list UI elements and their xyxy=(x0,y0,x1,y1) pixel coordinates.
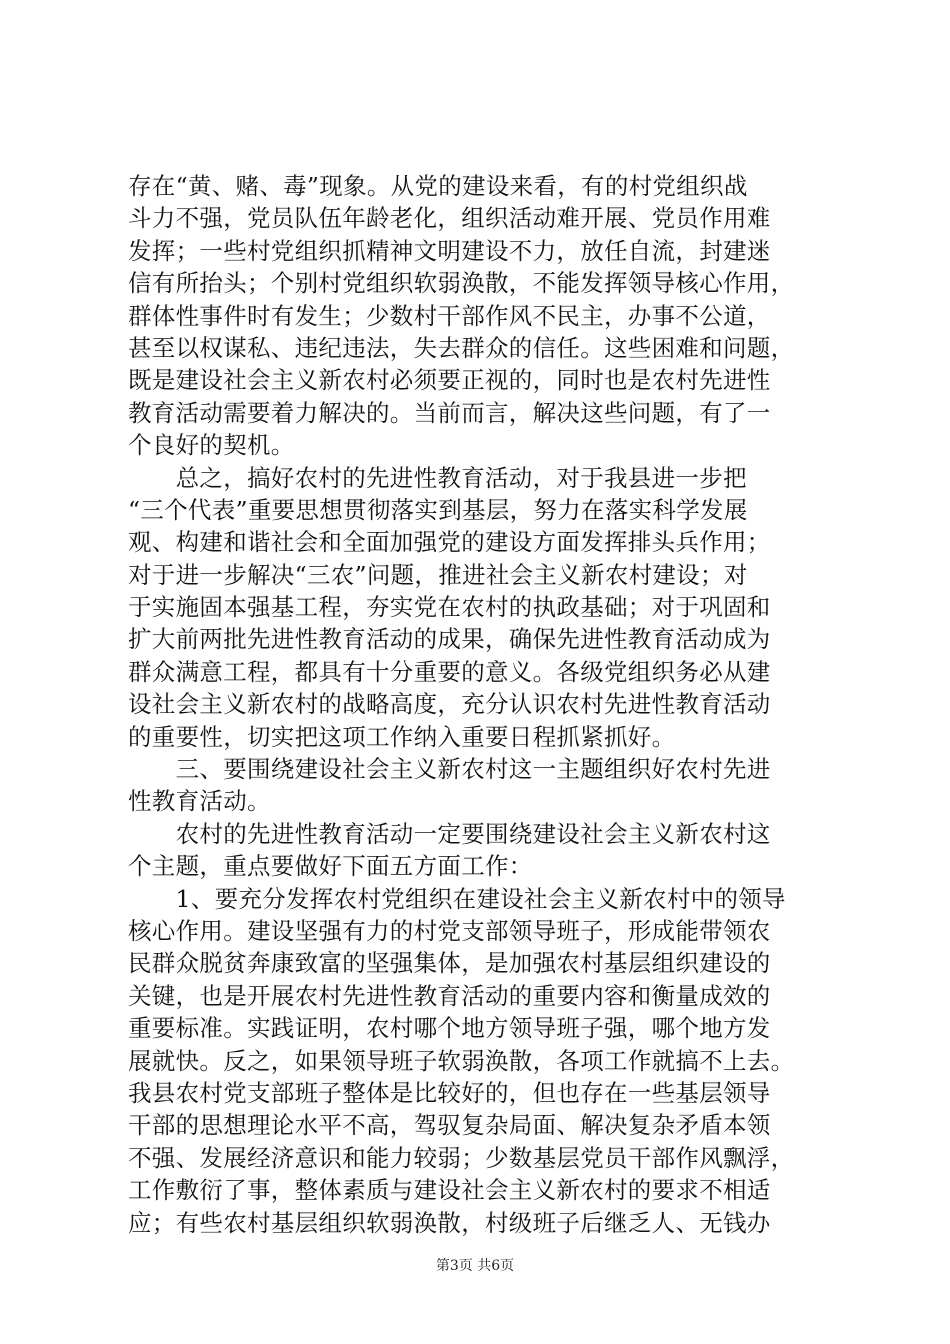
text-line: 于实施固本强基工程，夯实党在农村的执政基础；对于巩固和 xyxy=(128,593,771,622)
text-line: 关键，也是开展农村先进性教育活动的重要内容和衡量成效的 xyxy=(128,981,771,1010)
text-line: 的重要性，切实把这项工作纳入重要日程抓紧抓好。 xyxy=(128,722,676,751)
text-line: 不强、发展经济意识和能力较弱；少数基层党员干部作风飘浮， xyxy=(128,1143,795,1172)
text-line: 群众满意工程，都具有十分重要的意义。各级党组织务必从建 xyxy=(128,657,771,686)
text-line: 个良好的契机。 xyxy=(128,431,295,460)
text-line: 应；有些农村基层组织软弱涣散，村级班子后继乏人、无钱办 xyxy=(128,1208,771,1237)
paragraph-start-line: 农村的先进性教育活动一定要围绕建设社会主义新农村这 xyxy=(128,819,771,848)
text-line: 斗力不强，党员队伍年龄老化，组织活动难开展、党员作用难 xyxy=(128,204,771,233)
text-line: 信有所抬头；个别村党组织软弱涣散，不能发挥领导核心作用， xyxy=(128,269,795,298)
text-line: 设社会主义新农村的战略高度，充分认识农村先进性教育活动 xyxy=(128,690,771,719)
text-line: 扩大前两批先进性教育活动的成果，确保先进性教育活动成为 xyxy=(128,625,771,654)
text-line: 观、构建和谐社会和全面加强党的建设方面发挥排头兵作用； xyxy=(128,528,771,557)
text-line: 我县农村党支部班子整体是比较好的，但也存在一些基层领导 xyxy=(128,1078,771,1107)
paragraph-start-line: 总之，搞好农村的先进性教育活动，对于我县进一步把 xyxy=(128,463,747,492)
text-line: 对于进一步解决“三农”问题，推进社会主义新农村建设；对 xyxy=(128,560,748,589)
paragraph-start-line: 1、要充分发挥农村党组织在建设社会主义新农村中的领导 xyxy=(128,884,786,913)
text-line: 个主题，重点要做好下面五方面工作： xyxy=(128,852,533,881)
text-line: 既是建设社会主义新农村必须要正视的，同时也是农村先进性 xyxy=(128,366,771,395)
section-heading-line: 性教育活动。 xyxy=(128,787,271,816)
text-line: 民群众脱贫奔康致富的坚强集体，是加强农村基层组织建设的 xyxy=(128,949,771,978)
text-line: 核心作用。建设坚强有力的村党支部领导班子，形成能带领农 xyxy=(128,916,771,945)
text-line: 群体性事件时有发生；少数村干部作风不民主，办事不公道， xyxy=(128,301,771,330)
text-line: 教育活动需要着力解决的。当前而言，解决这些问题，有了一 xyxy=(128,398,771,427)
text-line: 展就快。反之，如果领导班子软弱涣散，各项工作就搞不上去。 xyxy=(128,1046,795,1075)
text-line: 发挥；一些村党组织抓精神文明建设不力，放任自流，封建迷 xyxy=(128,236,771,265)
text-line: 存在“黄、赌、毒”现象。从党的建设来看，有的村党组织战 xyxy=(128,172,748,200)
document-body xyxy=(128,170,828,1239)
text-line: 干部的思想理论水平不高，驾驭复杂局面、解决复杂矛盾本领 xyxy=(128,1111,771,1140)
text-line: 甚至以权谋私、违纪违法，失去群众的信任。这些困难和问题， xyxy=(128,333,795,362)
section-heading-line: 三、要围绕建设社会主义新农村这一主题组织好农村先进 xyxy=(128,755,771,784)
text-line: “三个代表”重要思想贯彻落实到基层，努力在落实科学发展 xyxy=(128,495,748,524)
page-number-footer: 第3页 共6页 xyxy=(435,1258,515,1274)
text-line: 工作敷衍了事，整体素质与建设社会主义新农村的要求不相适 xyxy=(128,1176,771,1205)
text-line: 重要标准。实践证明，农村哪个地方领导班子强，哪个地方发 xyxy=(128,1014,771,1043)
